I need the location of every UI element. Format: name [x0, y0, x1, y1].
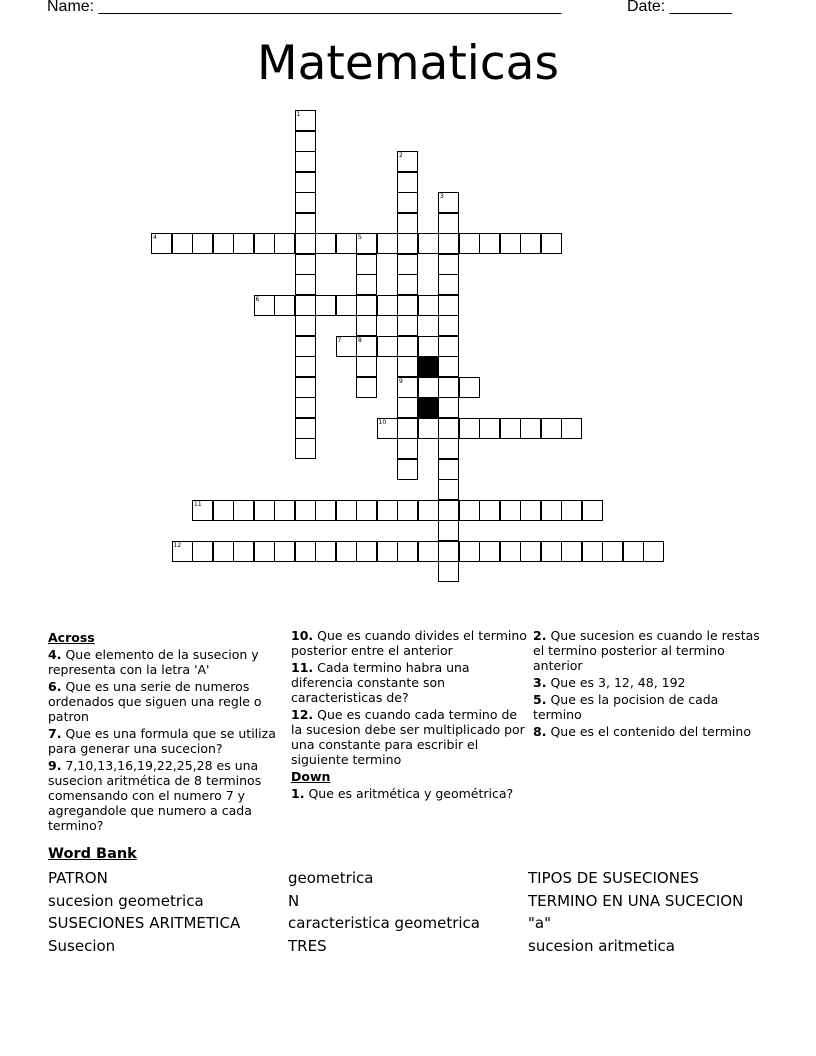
- crossword-cell[interactable]: [213, 541, 234, 562]
- crossword-cell[interactable]: [397, 274, 418, 295]
- crossword-cell[interactable]: [500, 500, 521, 521]
- crossword-cell[interactable]: [561, 541, 582, 562]
- crossword-cell[interactable]: [479, 500, 500, 521]
- crossword-cell[interactable]: [356, 377, 377, 398]
- crossword-cell[interactable]: [356, 274, 377, 295]
- word-bank-item: TRES: [288, 937, 327, 955]
- clue-down-2: 2. Que sucesion es cuando le restas el termino posterior al termino anterior: [533, 628, 760, 673]
- clue-down-8: 8. Que es el contenido del termino: [533, 724, 751, 739]
- crossword-cell[interactable]: [397, 315, 418, 336]
- crossword-cell[interactable]: [459, 233, 480, 254]
- crossword-cell[interactable]: [172, 541, 193, 562]
- crossword-cell[interactable]: [274, 541, 295, 562]
- crossword-cell[interactable]: [295, 151, 316, 172]
- crossword-cell[interactable]: [377, 233, 398, 254]
- crossword-cell[interactable]: [377, 541, 398, 562]
- crossword-cell[interactable]: [295, 295, 316, 316]
- crossword-cell[interactable]: [520, 541, 541, 562]
- crossword-cell[interactable]: [151, 233, 172, 254]
- crossword-cell[interactable]: [438, 192, 459, 213]
- clue-down-1: 1. Que es aritmética y geométrica?: [291, 786, 514, 801]
- crossword-cell[interactable]: [295, 131, 316, 152]
- crossword-cell[interactable]: [561, 418, 582, 439]
- crossword-cell[interactable]: [479, 541, 500, 562]
- crossword-cell[interactable]: [438, 459, 459, 480]
- crossword-cell[interactable]: [397, 541, 418, 562]
- crossword-cell[interactable]: [397, 438, 418, 459]
- crossword-cell[interactable]: [274, 233, 295, 254]
- crossword-cell[interactable]: [356, 315, 377, 336]
- crossword-cell[interactable]: [520, 500, 541, 521]
- crossword-cell[interactable]: [541, 418, 562, 439]
- word-bank-item: N: [288, 892, 300, 910]
- crossword-cell[interactable]: [254, 233, 275, 254]
- crossword-cell[interactable]: [500, 418, 521, 439]
- crossword-cell[interactable]: [315, 233, 336, 254]
- crossword-cell[interactable]: [438, 438, 459, 459]
- crossword-cell[interactable]: [602, 541, 623, 562]
- crossword-cell[interactable]: [438, 254, 459, 275]
- crossword-cell[interactable]: [295, 418, 316, 439]
- crossword-cell[interactable]: [233, 233, 254, 254]
- crossword-cell[interactable]: [418, 233, 439, 254]
- clue-number: 6: [255, 295, 260, 303]
- crossword-cell[interactable]: [438, 336, 459, 357]
- crossword-cell[interactable]: [192, 233, 213, 254]
- crossword-cell[interactable]: [295, 274, 316, 295]
- crossword-cell[interactable]: [397, 172, 418, 193]
- crossword-cell[interactable]: [233, 541, 254, 562]
- crossword-cell[interactable]: [459, 541, 480, 562]
- word-bank-item: SUSECIONES ARITMETICA: [48, 914, 241, 932]
- crossword-cell[interactable]: [397, 151, 418, 172]
- crossword-cell[interactable]: [336, 500, 357, 521]
- crossword-cell[interactable]: [520, 233, 541, 254]
- clue-across-12: 12. Que es cuando cada termino de la sucesion debe ser multiplicado por una constante para escribir el siguiente termino: [291, 707, 525, 767]
- crossword-cell[interactable]: [377, 500, 398, 521]
- crossword-cell[interactable]: [295, 500, 316, 521]
- crossword-cell[interactable]: [356, 500, 377, 521]
- crossword-cell[interactable]: [397, 213, 418, 234]
- across-heading: Across: [48, 630, 95, 645]
- crossword-cell[interactable]: [274, 500, 295, 521]
- crossword-cell[interactable]: [336, 233, 357, 254]
- crossword-cell[interactable]: [397, 459, 418, 480]
- crossword-cell[interactable]: [397, 192, 418, 213]
- word-bank-item: PATRON: [48, 869, 108, 887]
- crossword-cell[interactable]: [295, 397, 316, 418]
- crossword-cell[interactable]: [643, 541, 664, 562]
- crossword-cell[interactable]: [438, 561, 459, 582]
- crossword-cell[interactable]: [377, 295, 398, 316]
- crossword-cell[interactable]: [520, 418, 541, 439]
- crossword-cell[interactable]: [541, 233, 562, 254]
- crossword-cell[interactable]: [295, 336, 316, 357]
- crossword-cell[interactable]: [336, 541, 357, 562]
- crossword-cell[interactable]: [295, 233, 316, 254]
- crossword-cell[interactable]: [356, 541, 377, 562]
- crossword-cell[interactable]: [418, 377, 439, 398]
- crossword-cell[interactable]: [172, 233, 193, 254]
- crossword-cell[interactable]: [438, 274, 459, 295]
- crossword-cell[interactable]: [561, 500, 582, 521]
- clues-column-1: [48, 628, 284, 833]
- date-field: Date: _______: [627, 0, 732, 15]
- crossword-cell[interactable]: [438, 397, 459, 418]
- crossword-cell[interactable]: [397, 356, 418, 377]
- crossword-cell[interactable]: [274, 295, 295, 316]
- crossword-cell[interactable]: [397, 336, 418, 357]
- crossword-cell[interactable]: [356, 356, 377, 377]
- crossword-cell[interactable]: [418, 336, 439, 357]
- crossword-cell[interactable]: [438, 500, 459, 521]
- crossword-cell[interactable]: [397, 295, 418, 316]
- crossword-cell[interactable]: [213, 500, 234, 521]
- crossword-cell[interactable]: [356, 254, 377, 275]
- crossword-cell[interactable]: [192, 541, 213, 562]
- clue-number: 12: [173, 541, 182, 549]
- clue-number: 3: [440, 193, 444, 200]
- clue-across-11: 11. Cada termino habra una diferencia constante son caracteristicas de?: [291, 660, 470, 705]
- crossword-cell[interactable]: [459, 418, 480, 439]
- crossword-cell[interactable]: [418, 541, 439, 562]
- crossword-cell[interactable]: [438, 541, 459, 562]
- clue-across-10: 10. Que es cuando divides el termino posterior entre el anterior: [291, 628, 527, 658]
- clues-column-3: [533, 628, 769, 739]
- clue-number: 10: [378, 418, 387, 426]
- crossword-cell[interactable]: [254, 541, 275, 562]
- crossword-cell[interactable]: [418, 500, 439, 521]
- crossword-cell[interactable]: [192, 500, 213, 521]
- crossword-cell[interactable]: [582, 541, 603, 562]
- word-bank-item: geometrica: [288, 869, 374, 887]
- crossword-cell[interactable]: [479, 418, 500, 439]
- crossword-cell[interactable]: [254, 295, 275, 316]
- crossword-cell[interactable]: [336, 336, 357, 357]
- crossword-cell[interactable]: [377, 336, 398, 357]
- crossword-cell[interactable]: [295, 172, 316, 193]
- clue-number: 11: [194, 500, 202, 508]
- crossword-cell[interactable]: [541, 541, 562, 562]
- word-bank-item: caracteristica geometrica: [288, 914, 480, 932]
- crossword-cell[interactable]: [418, 295, 439, 316]
- clues-column-2: [291, 628, 527, 801]
- crossword-cell[interactable]: [582, 500, 603, 521]
- word-bank-item: TERMINO EN UNA SUCECION: [528, 892, 744, 910]
- clue-number: 4: [153, 234, 157, 241]
- crossword-cell[interactable]: [459, 377, 480, 398]
- clue-number: 1: [296, 111, 301, 118]
- crossword-cell[interactable]: [438, 295, 459, 316]
- crossword-cell[interactable]: [500, 233, 521, 254]
- clue-across-7: 7. Que es una formula que se utiliza para generar una sucecion?: [48, 726, 276, 756]
- clue-across-4: 4. Que elemento de la susecion y representa con la letra 'A': [48, 647, 259, 677]
- clue-across-6: 6. Que es una serie de numeros ordenados que siguen una regle o patron: [48, 679, 262, 724]
- crossword-cell[interactable]: [438, 213, 459, 234]
- crossword-cell[interactable]: [233, 500, 254, 521]
- crossword-cell[interactable]: [438, 377, 459, 398]
- crossword-block: [418, 397, 439, 418]
- clue-number: 7: [337, 336, 342, 344]
- word-bank-item: sucesion aritmetica: [528, 937, 675, 955]
- crossword-cell[interactable]: [479, 233, 500, 254]
- crossword-cell[interactable]: [315, 295, 336, 316]
- clue-down-3: 3. Que es 3, 12, 48, 192: [533, 675, 686, 690]
- crossword-cell[interactable]: [295, 541, 316, 562]
- crossword-cell[interactable]: [295, 356, 316, 377]
- clue-number: 2: [399, 152, 403, 159]
- crossword-cell[interactable]: [295, 254, 316, 275]
- word-bank-item: Susecion: [48, 937, 116, 955]
- word-bank-item: "a": [528, 914, 551, 932]
- crossword-cell[interactable]: [438, 418, 459, 439]
- crossword-cell[interactable]: [295, 213, 316, 234]
- down-heading: Down: [291, 769, 331, 784]
- crossword-cell[interactable]: [418, 418, 439, 439]
- crossword-cell[interactable]: [295, 438, 316, 459]
- crossword-cell[interactable]: [500, 541, 521, 562]
- word-bank-item: TIPOS DE SUSECIONES: [528, 869, 699, 887]
- clue-number: 5: [358, 234, 362, 241]
- crossword-cell[interactable]: [356, 336, 377, 357]
- crossword-cell[interactable]: [397, 377, 418, 398]
- crossword-cell[interactable]: [541, 500, 562, 521]
- crossword-cell[interactable]: [295, 377, 316, 398]
- crossword-cell[interactable]: [397, 500, 418, 521]
- crossword-cell[interactable]: [438, 479, 459, 500]
- crossword-cell[interactable]: [254, 500, 275, 521]
- crossword-cell[interactable]: [397, 254, 418, 275]
- crossword-cell[interactable]: [315, 500, 336, 521]
- crossword-cell[interactable]: [295, 315, 316, 336]
- crossword-cell[interactable]: [438, 356, 459, 377]
- crossword-cell[interactable]: [213, 233, 234, 254]
- crossword-cell[interactable]: [295, 192, 316, 213]
- crossword-cell[interactable]: [377, 418, 398, 439]
- crossword-cell[interactable]: [623, 541, 644, 562]
- crossword-cell[interactable]: [397, 418, 418, 439]
- crossword-cell[interactable]: [438, 233, 459, 254]
- crossword-cell[interactable]: [336, 295, 357, 316]
- word-bank-item: sucesion geometrica: [48, 892, 204, 910]
- crossword-cell[interactable]: [397, 397, 418, 418]
- crossword-cell[interactable]: [459, 500, 480, 521]
- name-field: Name: ____________________________________________________: [47, 0, 562, 15]
- crossword-cell[interactable]: [356, 295, 377, 316]
- crossword-cell[interactable]: [356, 233, 377, 254]
- page-title: Matematicas: [257, 36, 559, 91]
- crossword-block: [418, 356, 439, 377]
- crossword-cell[interactable]: [438, 520, 459, 541]
- crossword-cell[interactable]: [295, 110, 316, 131]
- crossword-cell[interactable]: [315, 541, 336, 562]
- clue-down-5: 5. Que es la pocision de cada termino: [533, 692, 719, 722]
- clue-number: 9: [399, 377, 403, 385]
- clue-across-9: 9. 7,10,13,16,19,22,25,28 es una susecion aritmética de 8 terminos comensando con el numero 7 y agregandole que numero a cada termino?: [48, 758, 262, 833]
- crossword-cell[interactable]: [397, 233, 418, 254]
- word-bank-heading: Word Bank: [48, 846, 137, 862]
- crossword-cell[interactable]: [438, 315, 459, 336]
- clue-number: 8: [358, 336, 362, 344]
